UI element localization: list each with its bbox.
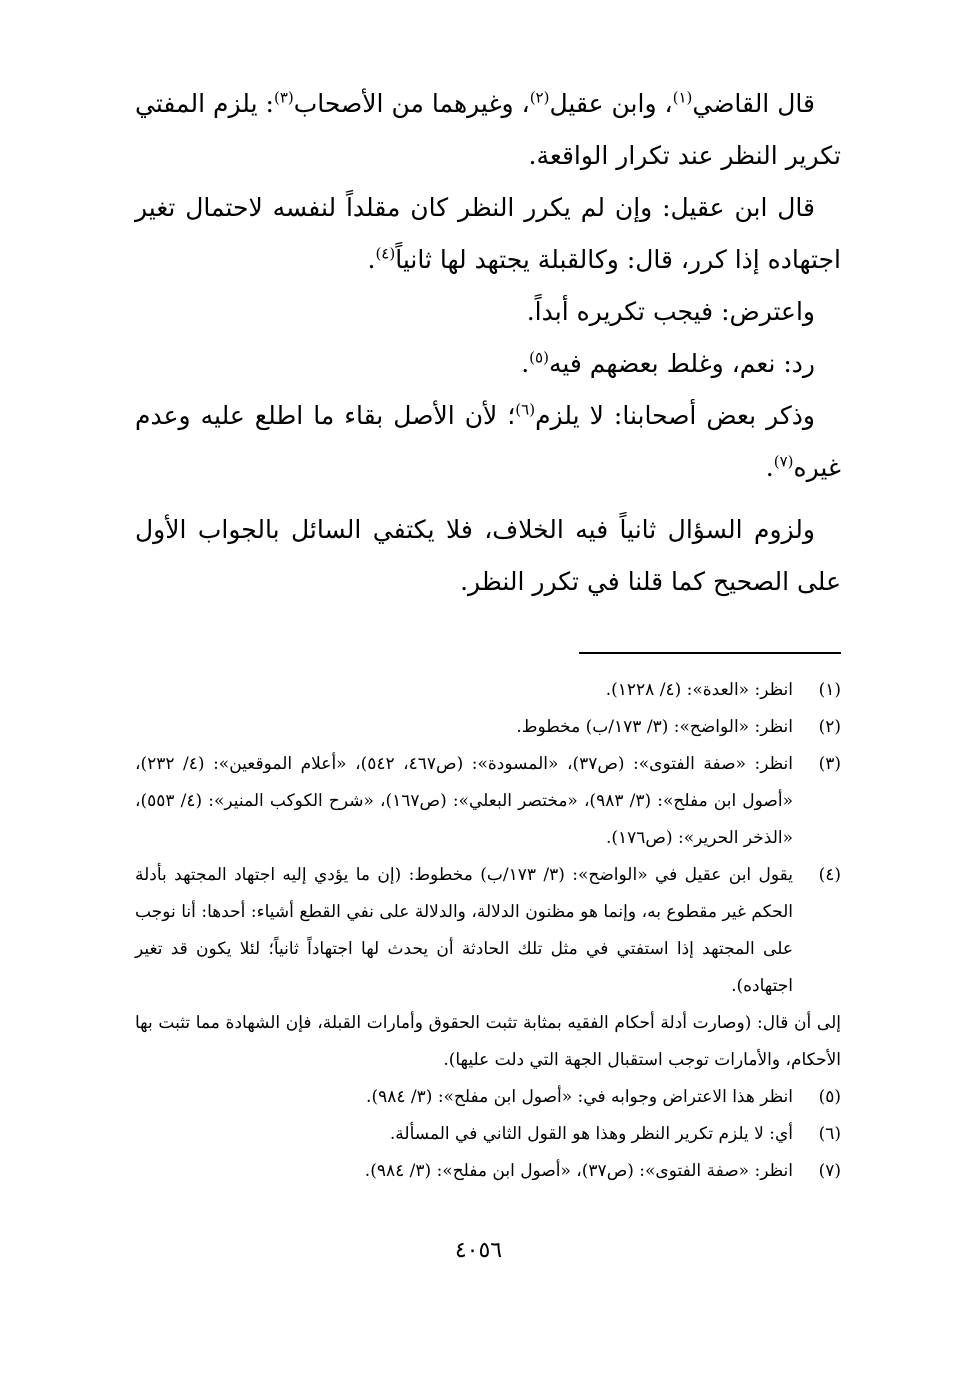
footnote-number: (٦) xyxy=(818,1124,841,1144)
footnote-number: (٣) xyxy=(818,754,841,774)
footnote-ref-2[interactable]: (٢) xyxy=(529,88,550,107)
footnote-number: (٧) xyxy=(818,1161,841,1181)
footnote-text: انظر: «صفة الفتوى»: (ص٣٧)، «أصول ابن مفلح»: (٣/ ٩٨٤). xyxy=(364,1161,793,1181)
footnote-number: (٢) xyxy=(818,717,841,737)
paragraph-1: قال القاضي$^{(١)}$، وابن عقيل$^{(٢)}$، وغيرهما من الأصحاب$^{(٣)}$: يلزم المفتي تكرير النظر عند تكرار الواقعة. xyxy=(135,88,841,170)
footnote-ref-6[interactable]: (٦) xyxy=(515,400,536,419)
footnote-ref-4[interactable]: (٤) xyxy=(375,244,396,263)
footnote-2 xyxy=(135,709,841,746)
footnote-4 xyxy=(135,857,841,1079)
footnote-6 xyxy=(135,1116,841,1153)
footnote-text: أي: لا يلزم تكرير النظر وهذا هو القول الثاني في المسألة. xyxy=(389,1124,793,1144)
footnote-3 xyxy=(135,746,841,857)
footnote-number: (٥) xyxy=(818,1087,841,1107)
footnote-1 xyxy=(135,672,841,709)
page-body xyxy=(135,78,841,1190)
paragraph-3: واعترض: فيجب تكريره أبداً. xyxy=(526,297,815,326)
footnote-ref-5[interactable]: (٥) xyxy=(529,348,549,367)
footnotes xyxy=(135,672,841,1190)
footnote-ref-7[interactable]: (٧) xyxy=(773,452,794,471)
footnote-text: انظر هذا الاعتراض وجوابه في: «أصول ابن مفلح»: (٣/ ٩٨٤). xyxy=(366,1087,793,1107)
footnote-7 xyxy=(135,1153,841,1190)
paragraph-6: ولزوم السؤال ثانياً فيه الخلاف، فلا يكتفي السائل بالجواب الأول على الصحيح كما قلنا في تكرر النظر. xyxy=(135,515,841,596)
footnote-5 xyxy=(135,1079,841,1116)
paragraph-5: وذكر بعض أصحابنا: لا يلزم$^{(٦)}$؛ لأن الأصل بقاء ما اطلع عليه وعدم غيره$^{(٧)}$. xyxy=(135,400,841,482)
paragraph-4: رد: نعم، وغلط بعضهم فيه$^{(٥)}$. xyxy=(521,348,815,378)
footnote-text: انظر: «صفة الفتوى»: (ص٣٧)، «المسودة»: (ص٤٦٧، ٥٤٢)، «أعلام الموقعين»: (٤/ ٢٣٢)، «أصول ابن مفلح»: (٣/ ٩٨٣)، «مختصر البعلي»: (ص١٦٧)، «شرح الكوكب المنير»: (٤/ ٥٥٣)، «الذخر الحرير»: (ص١٧٦). xyxy=(135,754,793,848)
footnote-text-continued: إلى أن قال: (وصارت أدلة أحكام الفقيه بمثابة تثبت الحقوق وأمارات القبلة، فإن الشهادة مما تثبت بها الأحكام، والأمارات توجب استقبال الجهة التي دلت عليها). xyxy=(135,1013,841,1070)
footnote-text: انظر: «الواضح»: (٣/ ١٧٣/ب) مخطوط. xyxy=(516,717,793,737)
footnote-separator xyxy=(579,652,841,654)
main-text xyxy=(135,78,841,608)
footnote-text: انظر: «العدة»: (٤/ ١٢٢٨). xyxy=(605,680,793,700)
page-number: ٤٠٥٦ xyxy=(454,1238,503,1263)
footnote-number: (١) xyxy=(818,680,841,700)
footnote-ref-3[interactable]: (٣) xyxy=(273,88,294,107)
footnote-number: (٤) xyxy=(818,865,841,885)
footnote-text: يقول ابن عقيل في «الواضح»: (٣/ ١٧٣/ب) مخطوط: (إن ما يؤدي إليه اجتهاد المجتهد بأدلة الحكم غير مقطوع به، وإنما هو مظنون الدلالة، والدلالة على نفي القطع أشياء: أحدها: أنا نوجب على المجتهد إذا استفتي في مثل تلك الحادثة أن يحدث لها اجتهاداً ثانياً؛ لئلا يكون قد تغير اجتهاده). xyxy=(135,865,793,996)
footnote-ref-1[interactable]: (١) xyxy=(672,88,693,107)
paragraph-2: قال ابن عقيل: وإن لم يكرر النظر كان مقلداً لنفسه لاحتمال تغير اجتهاده إذا كرر، قال: وكالقبلة يجتهد لها ثانياً$^{(٤)}$. xyxy=(135,193,841,274)
